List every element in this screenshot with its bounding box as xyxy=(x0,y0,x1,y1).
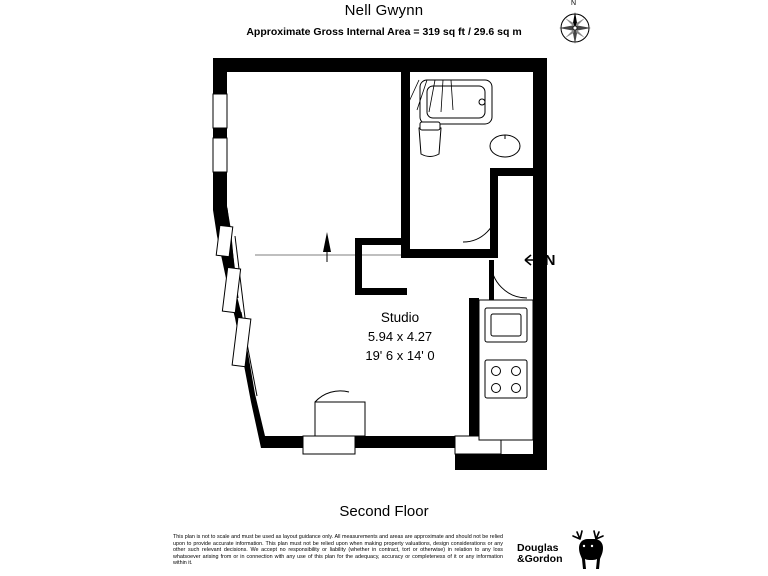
page-title: Nell Gwynn xyxy=(344,2,424,19)
room-dimensions-imperial: 19' 6 x 14' 0 xyxy=(365,348,435,363)
room-name: Studio xyxy=(380,310,420,325)
floor-name: Second Floor xyxy=(339,503,429,520)
entrance-arrow-icon xyxy=(520,253,538,267)
floorplan-svg xyxy=(205,50,555,480)
area-note: Approximate Gross Internal Area = 319 sq ft / 29.6 sq m xyxy=(246,26,522,38)
disclaimer-text: This plan is not to scale and must be used as layout guidance only. All measurements and areas are approximate and should not be relied upon to provide accurate information. This plan must not be relied upon when making property valuations, design considerations or any other such relevant decisions. We accept no responsibility or liability (whether in contract, tort or otherwise) in relation to any loss whatsoever arising from or in connection with any use of this plan for the adequacy, accuracy or completeness of it or any information within it. xyxy=(173,534,503,567)
stag-logo-icon xyxy=(570,529,606,571)
room-label xyxy=(300,308,500,365)
floorplan-drawing xyxy=(205,50,555,480)
compass-north-label: N xyxy=(571,0,577,7)
compass-rose-graphic xyxy=(552,2,598,48)
compass-icon xyxy=(552,2,598,48)
brand-line-2: &Gordon xyxy=(517,553,563,565)
room-dimensions-metric: 5.94 x 4.27 xyxy=(367,329,433,344)
brand-wordmark xyxy=(517,543,563,565)
brand-line-1: Douglas xyxy=(517,542,559,554)
entrance-label: IN xyxy=(540,252,556,269)
